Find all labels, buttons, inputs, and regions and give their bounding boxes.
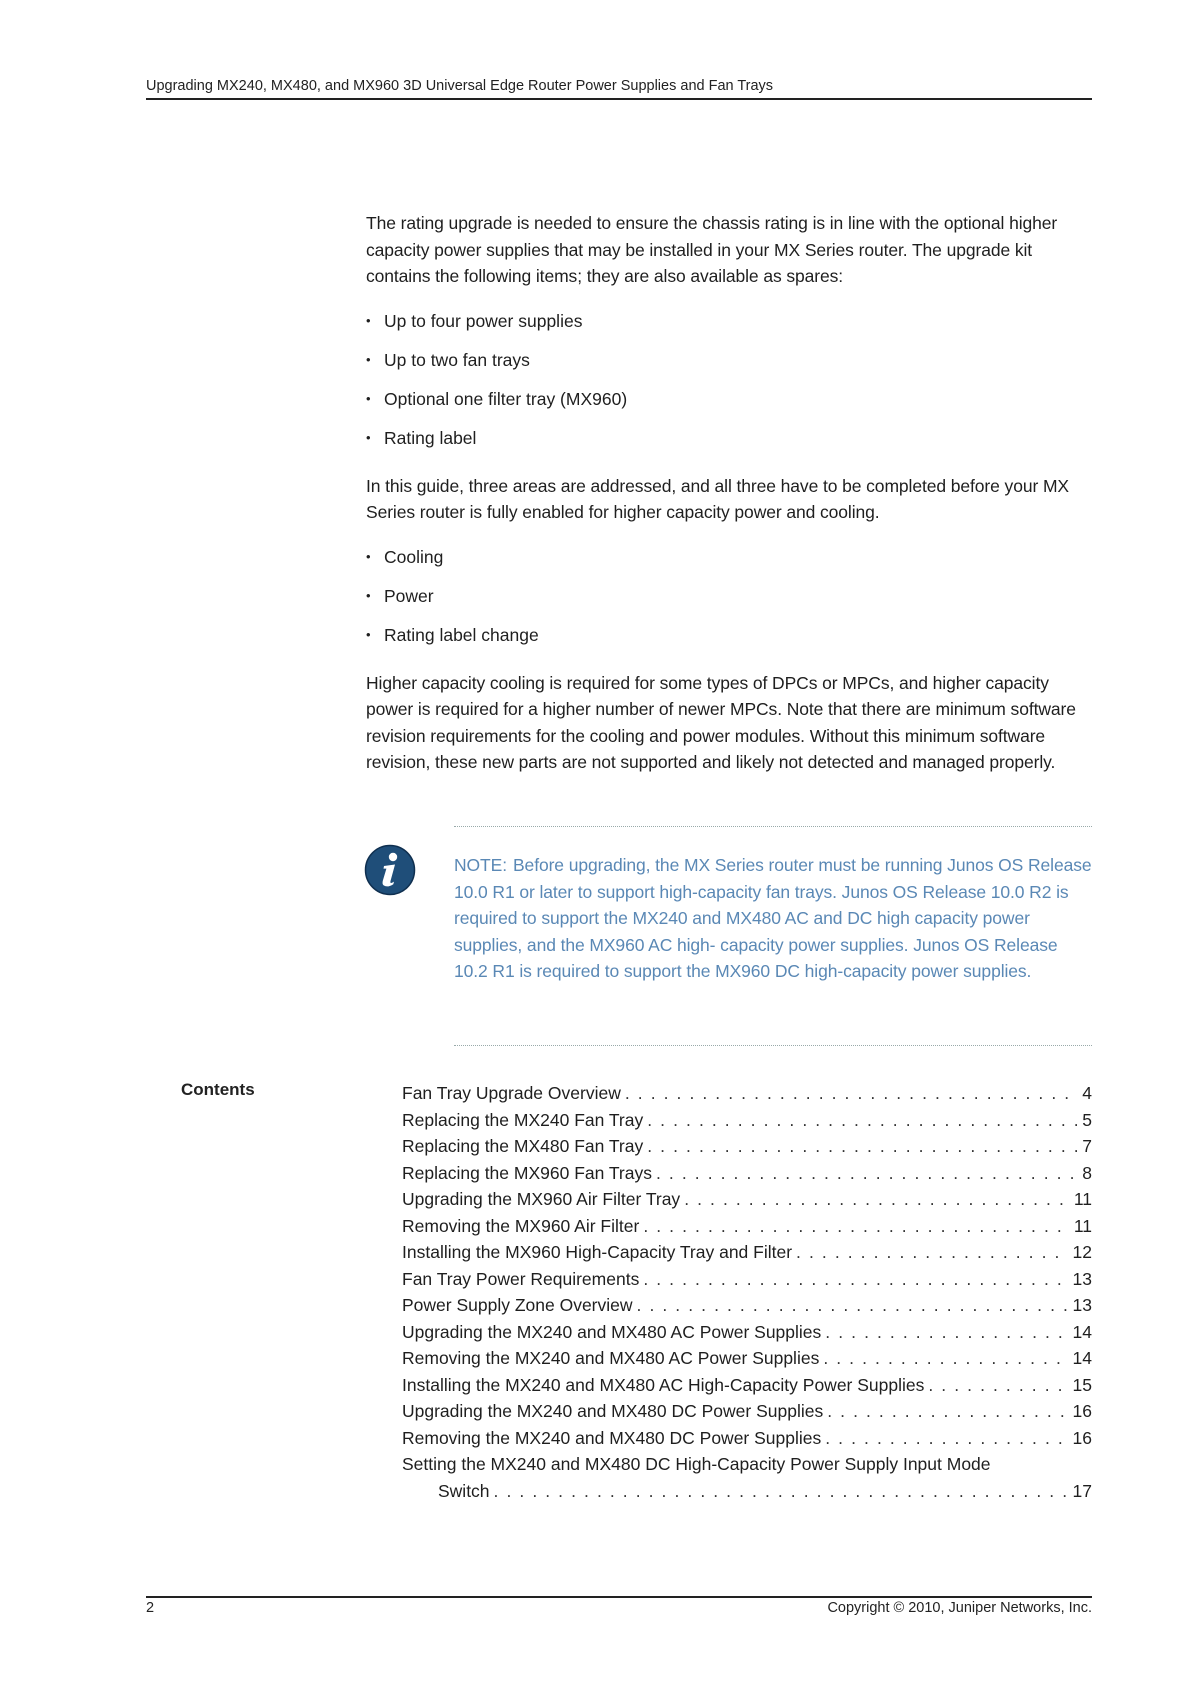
page-number: 2	[146, 1600, 155, 1616]
footer-rule	[146, 1596, 1092, 1598]
toc-title: Replacing the MX960 Fan Trays	[402, 1162, 652, 1183]
list-item: • Up to four power supplies	[366, 310, 1092, 332]
toc-title: Installing the MX240 and MX480 AC High-Capacity Power Supplies	[402, 1374, 925, 1395]
guide-paragraph: In this guide, three areas are addressed, and all three have to be completed before your MX Series router is fully enabled for higher capacity power and cooling.	[366, 475, 1070, 522]
toc-page: 8	[1082, 1162, 1092, 1183]
toc-title: Upgrading the MX240 and MX480 DC Power Supplies	[402, 1401, 824, 1421]
toc-entry-wrapped[interactable]	[402, 1451, 1092, 1478]
toc-page: 14	[1072, 1348, 1092, 1368]
table-of-contents	[402, 1080, 1092, 1504]
info-icon	[364, 844, 416, 896]
toc-page: 13	[1072, 1295, 1092, 1315]
contents-label: Contents	[181, 1080, 255, 1099]
list-item: • Cooling	[366, 546, 1092, 568]
list-item: • Power	[366, 585, 1092, 607]
list-item: • Rating label	[366, 427, 1092, 449]
toc-entry[interactable]	[402, 1319, 1092, 1346]
running-header: Upgrading MX240, MX480, and MX960 3D Universal Edge Router Power Supplies and Fan Trays	[146, 78, 1092, 100]
toc-entry[interactable]	[402, 1186, 1092, 1213]
toc-page: 16	[1072, 1401, 1092, 1421]
note-text	[454, 852, 1092, 985]
toc-page: 17	[1072, 1480, 1092, 1501]
toc-entry[interactable]	[402, 1239, 1092, 1266]
toc-page: 13	[1072, 1268, 1092, 1289]
toc-entry[interactable]	[402, 1107, 1092, 1134]
toc-title: Removing the MX240 and MX480 AC Power Supplies	[402, 1348, 820, 1368]
toc-page: 11	[1073, 1215, 1092, 1236]
toc-page: 14	[1072, 1321, 1092, 1342]
list-item: • Up to two fan trays	[366, 349, 1092, 371]
toc-title-continued: Switch	[438, 1480, 490, 1501]
toc-title: Replacing the MX240 Fan Tray	[402, 1109, 644, 1130]
toc-entry[interactable]	[402, 1398, 1092, 1425]
toc-title: Upgrading the MX240 and MX480 AC Power Supplies	[402, 1321, 822, 1342]
toc-page: 5	[1082, 1109, 1092, 1130]
toc-title: Fan Tray Upgrade Overview	[402, 1083, 621, 1103]
note-label: NOTE:	[454, 855, 507, 875]
toc-title: Upgrading the MX960 Air Filter Tray	[402, 1189, 681, 1209]
note-body: Before upgrading, the MX Series router must be running Junos OS Release 10.0 R1 or later to support high-capacity fan trays. Junos OS Release 10.0 R2 is required to support the MX240 and MX480 AC and DC high capacity power supplies, and the MX960 AC high- capacity power supplies. Junos OS Release 10.2 R1 is required to support the MX960 DC high-capacity power supplies.	[454, 855, 1092, 981]
toc-title: Replacing the MX480 Fan Tray	[402, 1136, 644, 1156]
toc-page: 11	[1073, 1189, 1092, 1209]
list-item: • Optional one filter tray (MX960)	[366, 388, 1092, 410]
toc-title: Power Supply Zone Overview	[402, 1295, 633, 1315]
toc-entry[interactable]	[402, 1133, 1092, 1160]
toc-entry[interactable]	[402, 1160, 1092, 1187]
toc-title: Removing the MX240 and MX480 DC Power Supplies	[402, 1427, 822, 1448]
toc-entry[interactable]	[402, 1425, 1092, 1452]
toc-title: Fan Tray Power Requirements	[402, 1268, 640, 1289]
areas-list	[366, 546, 1092, 646]
toc-entry[interactable]	[402, 1372, 1092, 1399]
toc-title: Setting the MX240 and MX480 DC High-Capacity Power Supply Input Mode	[402, 1454, 991, 1474]
toc-title: Installing the MX960 High-Capacity Tray and Filter	[402, 1242, 793, 1262]
toc-page: 15	[1072, 1374, 1092, 1395]
toc-page: 7	[1082, 1136, 1092, 1156]
toc-entry[interactable]	[402, 1080, 1092, 1107]
toc-entry[interactable]	[402, 1213, 1092, 1240]
toc-page: 12	[1072, 1242, 1092, 1262]
copyright-notice: Copyright © 2010, Juniper Networks, Inc.	[827, 1600, 1092, 1616]
list-item: • Rating label change	[366, 624, 1092, 646]
toc-entry-continuation[interactable]	[402, 1478, 1092, 1505]
toc-entry[interactable]	[402, 1292, 1092, 1319]
toc-page: 4	[1082, 1083, 1092, 1103]
toc-title: Removing the MX960 Air Filter	[402, 1215, 640, 1236]
toc-entry[interactable]	[402, 1266, 1092, 1293]
kit-items-list	[366, 310, 1092, 449]
intro-paragraph: The rating upgrade is needed to ensure the chassis rating is in line with the optional higher capacity power supplies that may be installed in your MX Series router. The upgrade kit contains the following items; they are also available as spares:	[366, 213, 1058, 286]
requirements-paragraph: Higher capacity cooling is required for some types of DPCs or MPCs, and higher capacity power is required for a higher number of newer MPCs. Note that there are minimum software revision requirements for the cooling and power modules. Without this minimum software revision, these new parts are not supported and likely not detected and managed properly.	[366, 672, 1076, 772]
toc-page: 16	[1072, 1427, 1092, 1448]
toc-entry[interactable]	[402, 1345, 1092, 1372]
main-content	[366, 210, 1092, 796]
